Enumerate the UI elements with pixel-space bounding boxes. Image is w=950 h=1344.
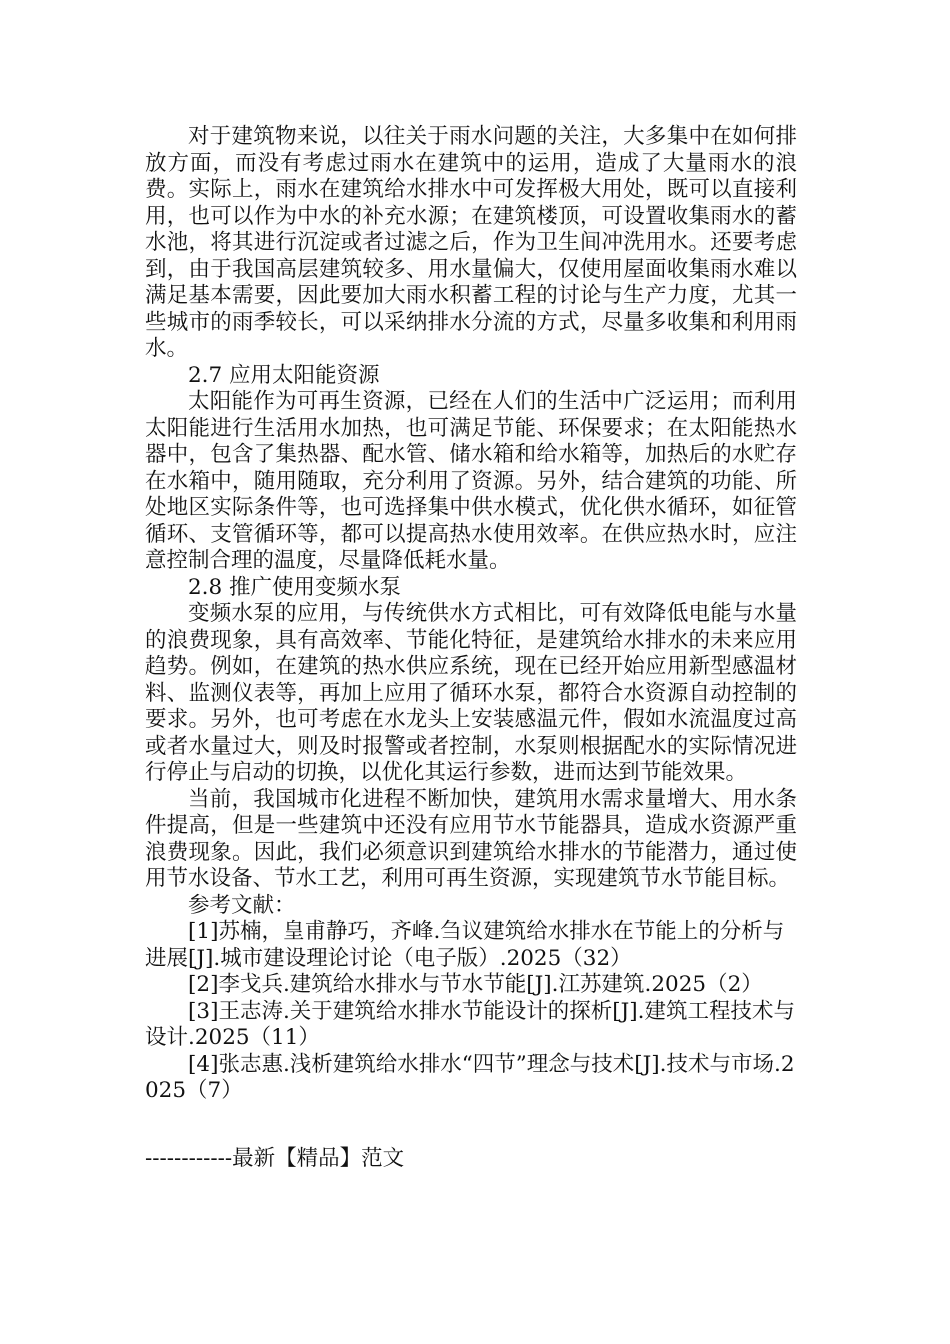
- paragraph-solar: 太阳能作为可再生资源，已经在人们的生活中广泛运用；而利用太阳能进行生活用水加热，也可满足节能、环保要求；在太阳能热水器中，包含了集热器、配水管、储水箱和给水箱等，加热后的水贮存在水箱中，随用随取，充分利用了资源。另外，结合建筑的功能、所处地区实际条件等，也可选择集中供水模式，优化供水循环，如征管循环、支管循环等，都可以提高热水使用效率。在供应热水时，应注意控制合理的温度，尽量降低耗水量。: [145, 389, 797, 573]
- references-heading: 参考文献：: [188, 892, 296, 918]
- paragraph-variable-pump: 变频水泵的应用，与传统供水方式相比，可有效降低电能与水量的浪费现象，具有高效率、节能化特征，是建筑给水排水的未来应用趋势。例如，在建筑的热水供应系统，现在已经开始应用新型感温材料、监测仪表等，再加上应用了循环水泵，都符合水资源自动控制的要求。另外，也可考虑在水龙头上安装感温元件，假如水流温度过高或者水量过大，则及时报警或者控制，水泵则根据配水的实际情况进行停止与启动的切换，以优化其运行参数，进而达到节能效果。: [145, 601, 797, 785]
- reference-item-4: [4]张志惠.浅析建筑给水排水“四节”理念与技术[J].技术与市场.2025（7）: [145, 1051, 795, 1103]
- section-heading-2-7: 2.7 应用太阳能资源: [188, 362, 380, 388]
- document-body: [145, 124, 797, 1105]
- section-heading-2-8: 2.8 推广使用变频水泵: [188, 574, 402, 600]
- paragraph-conclusion: 当前，我国城市化进程不断加快，建筑用水需求量增大、用水条件提高，但是一些建筑中还没有应用节水节能器具，造成水资源严重浪费现象。因此，我们必须意识到建筑给水排水的节能潜力，通过使用节水设备、节水工艺，利用可再生资源，实现建筑节水节能目标。: [145, 786, 797, 891]
- paragraph-rainwater: 对于建筑物来说，以往关于雨水问题的关注，大多集中在如何排放方面，而没有考虑过雨水在建筑中的运用，造成了大量雨水的浪费。实际上，雨水在建筑给水排水中可发挥极大用处，既可以直接利用，也可以作为中水的补充水源；在建筑楼顶，可设置收集雨水的蓄水池，将其进行沉淀或者过滤之后，作为卫生间冲洗用水。还要考虑到，由于我国高层建筑较多、用水量偏大，仅使用屋面收集雨水难以满足基本需要，因此要加大雨水积蓄工程的讨论与生产力度，尤其一些城市的雨季较长，可以采纳排水分流的方式，尽量多收集和利用雨水。: [145, 124, 797, 361]
- reference-item-1: [1]苏楠，皇甫静巧，齐峰.刍议建筑给水排水在节能上的分析与进展[J].城市建设理论讨论（电子版）.2025（32）: [145, 919, 785, 971]
- page-footer: ------------最新【精品】范文: [145, 1146, 405, 1171]
- reference-item-3: [3]王志涛.关于建筑给水排水节能设计的探析[J].建筑工程技术与设计.2025（11）: [145, 998, 796, 1050]
- reference-item-2: [2]李戈兵.建筑给水排水与节水节能[J].江苏建筑.2025（2）: [188, 972, 763, 997]
